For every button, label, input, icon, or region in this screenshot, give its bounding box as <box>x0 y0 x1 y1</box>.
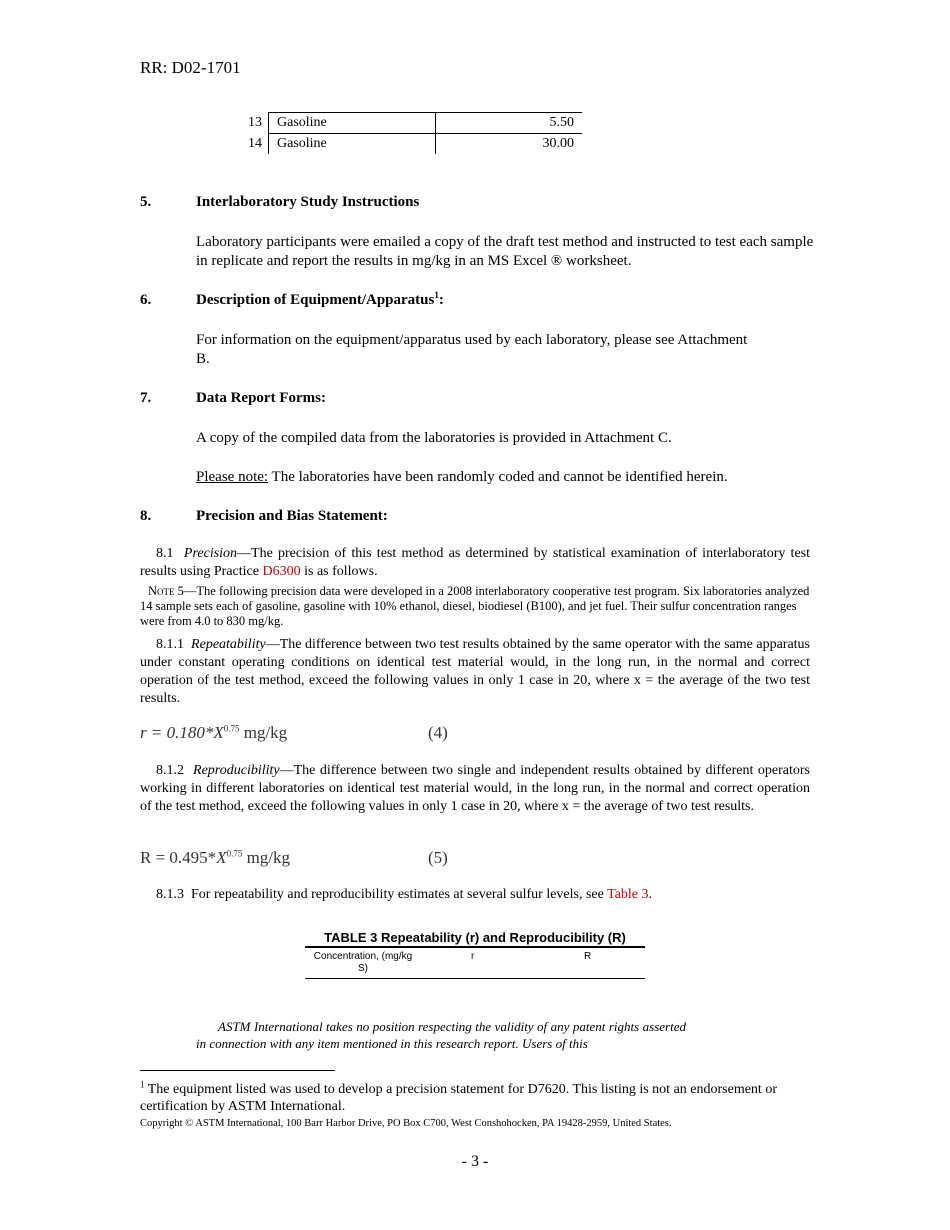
section-7-body: A copy of the compiled data from the laboratories is provided in Attachment C. <box>196 430 672 446</box>
table-3-col-concentration <box>308 951 418 975</box>
table-3-title: TABLE 3 Repeatability (r) and Reproducibility (R) <box>324 930 626 945</box>
para-text: —The difference between two test results obtained by the same operator with the same apparatus under constant operating conditions on identical test material would, in the long run, in the normal and correct operation of the test method, exceed the following values in only 1 case in 20, where x = the average of the two test results. <box>140 637 811 706</box>
note-label: Please note: <box>196 469 269 485</box>
sample-table <box>240 112 582 154</box>
eq-var: X <box>216 848 227 867</box>
col-label-line1: Concentration, (mg/kg <box>313 951 413 962</box>
para-end: is as follows. <box>300 564 378 579</box>
section-6-title <box>196 292 444 309</box>
eq-lhs: r = 0.180* <box>140 723 214 742</box>
paragraph-8-1 <box>140 545 810 581</box>
section-6-body: For information on the equipment/apparatus used by each laboratory, please see Attachment B. <box>196 332 748 367</box>
equation-5-number: (5) <box>428 848 448 867</box>
note-5 <box>140 584 810 629</box>
para-end: . <box>648 887 653 902</box>
paragraph-8-1-2 <box>140 762 810 816</box>
eq-var: X <box>213 723 224 742</box>
section-5-body: Laboratory participants were emailed a copy of the draft test method and instructed to test each sample in replicate and report the results in mg/kg in an MS Excel ® worksheet. <box>196 234 814 269</box>
table-3-col-R: R <box>584 951 592 962</box>
section-6-title-colon: : <box>438 292 444 308</box>
footnote-ref: 1 <box>434 290 439 300</box>
eq-exp: 0.75 <box>223 723 240 734</box>
note-text: The laboratories have been randomly coded and cannot be identified herein. <box>268 469 728 485</box>
astm-notice: ASTM International takes no position respecting the validity of any patent rights asserted in connection with any item mentioned in this research report. Users of this <box>196 1019 686 1051</box>
table-3-col-r: r <box>471 951 475 962</box>
eq-unit: mg/kg <box>242 848 291 867</box>
section-7-number: 7. <box>140 390 152 406</box>
col-label-line2: S) <box>358 963 368 974</box>
sample-value: 5.50 <box>436 113 583 134</box>
para-term: Repeatability <box>191 637 266 652</box>
section-5-title: Interlaboratory Study Instructions <box>196 194 420 210</box>
footnote-rule <box>140 1070 335 1071</box>
table-3-bottom-rule <box>305 978 645 979</box>
table-3-link[interactable]: Table 3 <box>607 887 649 902</box>
eq-unit: mg/kg <box>239 723 288 742</box>
equation-4-number: (4) <box>428 723 448 742</box>
paragraph-8-1-3 <box>156 886 816 904</box>
section-6-number: 6. <box>140 292 152 308</box>
page-number: - 3 - <box>461 1153 489 1170</box>
table-3-top-rule <box>305 946 645 948</box>
sample-name: Gasoline <box>269 113 436 134</box>
para-text: —The precision of this test method as determined by statistical examination of interlaboratory test results using Practice <box>140 546 811 579</box>
para-text: For repeatability and reproducibility estimates at several sulfur levels, see <box>191 887 608 902</box>
table-row <box>240 134 582 155</box>
paragraph-8-1-1 <box>140 636 810 708</box>
equation-5 <box>140 848 290 868</box>
practice-d6300-link[interactable]: D6300 <box>262 564 301 579</box>
footnote-text: The equipment listed was used to develop a precision statement for D7620. This listing is not an endorsement or certification by ASTM International. <box>140 1082 777 1114</box>
report-id-header: RR: D02-1701 <box>140 58 241 77</box>
table-row <box>240 113 582 134</box>
para-number: 8.1.3 <box>156 887 184 902</box>
para-number: 8.1.1 <box>156 637 184 652</box>
eq-exp: 0.75 <box>226 848 243 859</box>
para-text: —The difference between two single and independent results obtained by different operators working in different laboratories on identical test material would, in the long run, in the normal and correct operation of the test method, exceed the following values in only 1 case in 20, where x = the average of two test results. <box>140 763 810 814</box>
footnote-mark: 1 <box>140 1079 145 1090</box>
sample-name: Gasoline <box>269 134 436 155</box>
note-text: 5—The following precision data were developed in a 2008 interlaboratory cooperative test program. Six laboratories analyzed 14 sample sets each of gasoline, gasoline with 10% ethanol, diesel, biodiesel (B100), and jet fuel. Their sulfur concentration ranges were from 4.0 to 830 mg/kg. <box>140 584 810 628</box>
note-label: Note <box>148 584 175 598</box>
equation-4 <box>140 723 287 743</box>
section-6-title-text: Description of Equipment/Apparatus <box>196 292 435 308</box>
para-term: Reproducibility <box>193 763 280 778</box>
section-5-number: 5. <box>140 194 152 210</box>
section-8-title: Precision and Bias Statement: <box>196 508 388 524</box>
eq-lhs: R = 0.495* <box>140 848 217 867</box>
footnote <box>140 1081 820 1115</box>
copyright: Copyright © ASTM International, 100 Barr Harbor Drive, PO Box C700, West Conshohocken, PA 19428-2959, United States. <box>140 1118 672 1129</box>
section-7-note <box>196 468 836 487</box>
sample-number: 14 <box>248 135 262 151</box>
section-7-title: Data Report Forms: <box>196 390 326 406</box>
section-8-number: 8. <box>140 508 152 524</box>
para-term: Precision <box>183 546 238 561</box>
para-number: 8.1 <box>156 546 174 561</box>
para-number: 8.1.2 <box>156 763 184 778</box>
sample-number: 13 <box>248 115 262 130</box>
sample-value: 30.00 <box>436 134 583 155</box>
